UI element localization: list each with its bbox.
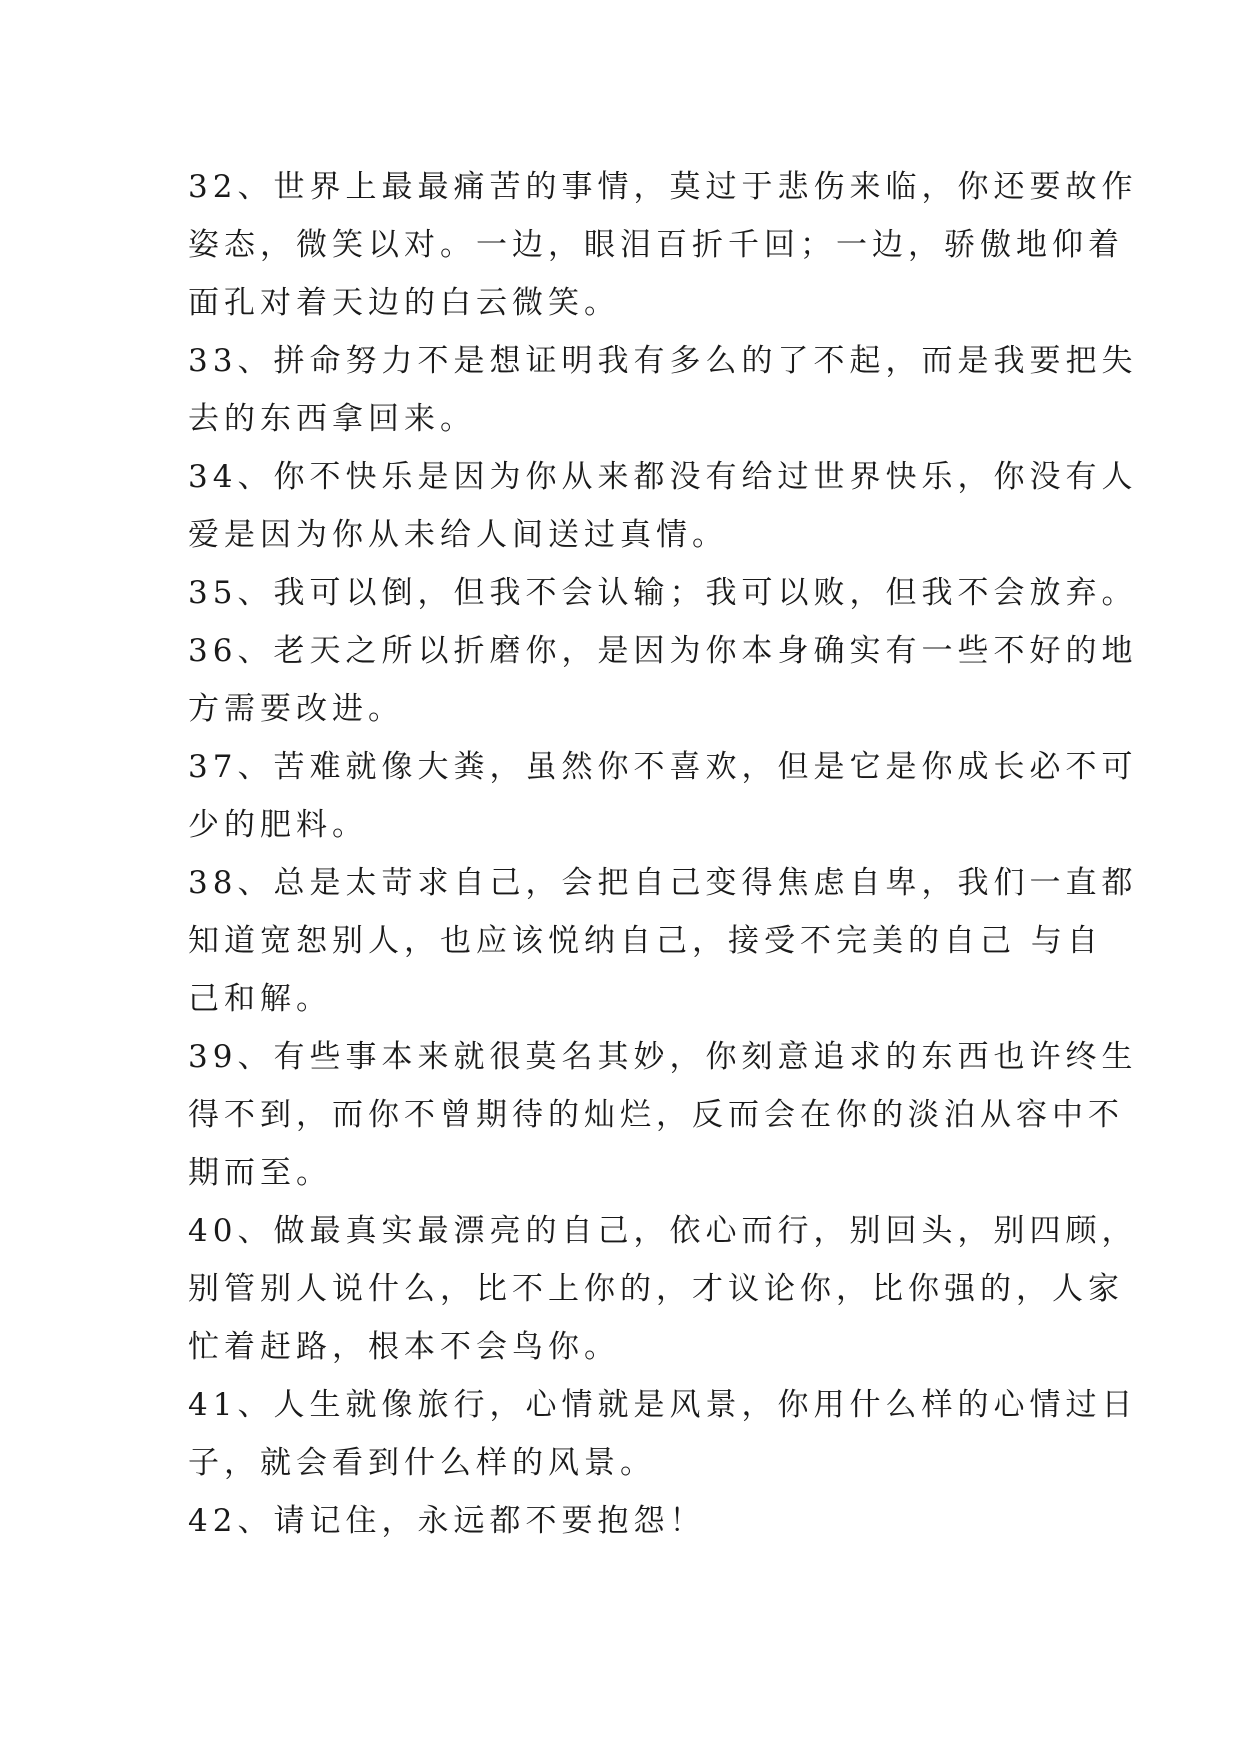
text-line-11: 37、苦难就像大粪，虽然你不喜欢，但是它是你成长必不可 xyxy=(188,749,1138,785)
text-line-19: 40、做最真实最漂亮的自己，依心而行，别回头，别四顾， xyxy=(188,1213,1138,1249)
document-body xyxy=(188,158,1138,1550)
text-line-2: 姿态，微笑以对。一边，眼泪百折千回；一边，骄傲地仰着 xyxy=(188,227,1124,263)
text-line-12: 少的肥料。 xyxy=(188,807,368,843)
text-line-3: 面孔对着天边的白云微笑。 xyxy=(188,285,620,321)
text-line-5: 去的东西拿回来。 xyxy=(188,401,476,437)
text-line-6: 34、你不快乐是因为你从来都没有给过世界快乐，你没有人 xyxy=(188,459,1138,495)
text-line-17: 得不到，而你不曾期待的灿烂，反而会在你的淡泊从容中不 xyxy=(188,1097,1124,1133)
text-line-13: 38、总是太苛求自己，会把自己变得焦虑自卑，我们一直都 xyxy=(188,865,1138,901)
text-line-1: 32、世界上最最痛苦的事情，莫过于悲伤来临，你还要故作 xyxy=(188,169,1138,205)
text-line-8: 35、我可以倒，但我不会认输；我可以败，但我不会放弃。 xyxy=(188,575,1138,611)
text-line-23: 子，就会看到什么样的风景。 xyxy=(188,1445,656,1481)
text-line-4: 33、拼命努力不是想证明我有多么的了不起，而是我要把失 xyxy=(188,343,1138,379)
text-line-18: 期而至。 xyxy=(188,1155,332,1191)
text-line-21: 忙着赶路，根本不会鸟你。 xyxy=(188,1329,620,1365)
text-line-16: 39、有些事本来就很莫名其妙，你刻意追求的东西也许终生 xyxy=(188,1039,1138,1075)
text-line-9: 36、老天之所以折磨你，是因为你本身确实有一些不好的地 xyxy=(188,633,1138,669)
text-line-10: 方需要改进。 xyxy=(188,691,404,727)
text-line-15: 己和解。 xyxy=(188,981,332,1017)
text-line-14: 知道宽恕别人，也应该悦纳自己，接受不完美的自己 与自 xyxy=(188,923,1103,959)
text-line-24: 42、请记住，永远都不要抱怨！ xyxy=(188,1503,706,1539)
text-line-7: 爱是因为你从未给人间送过真情。 xyxy=(188,517,728,553)
text-line-22: 41、人生就像旅行，心情就是风景，你用什么样的心情过日 xyxy=(188,1387,1138,1423)
text-line-20: 别管别人说什么，比不上你的，才议论你，比你强的，人家 xyxy=(188,1271,1124,1307)
